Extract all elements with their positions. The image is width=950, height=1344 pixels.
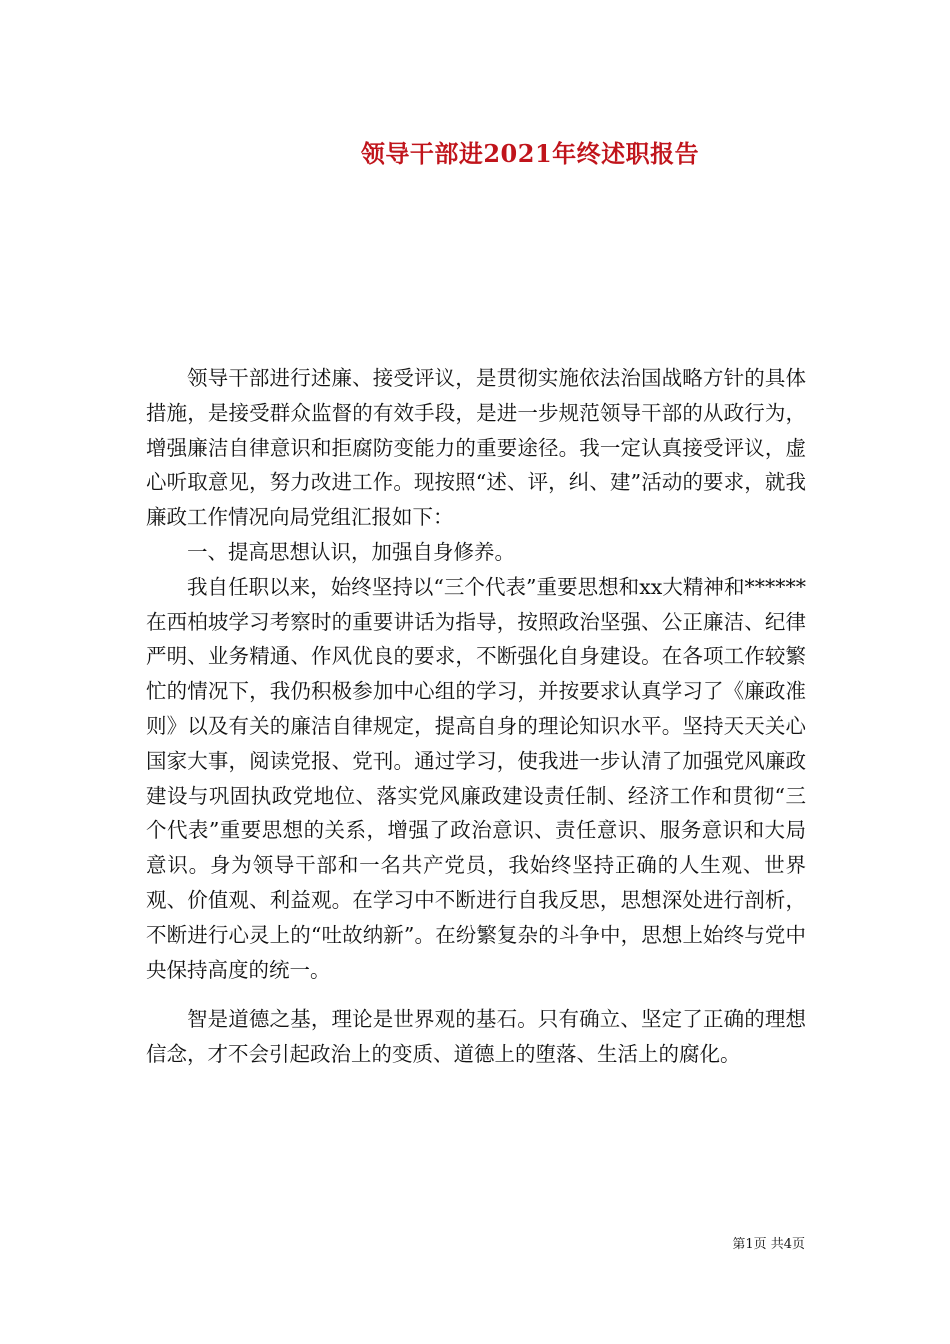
- paragraph-theory: 智是道德之基，理论是世界观的基石。只有确立、坚定了正确的理想信念，才不会引起政治上的变质、道德上的堕落、生活上的腐化。: [146, 1007, 806, 1067]
- section-heading-1: 一、提高思想认识，加强自身修养。: [187, 539, 515, 564]
- document-body: [146, 361, 806, 1072]
- page-number: 第1页 共4页: [732, 1237, 805, 1252]
- paragraph-intro: 领导干部进行述廉、接受评议，是贯彻实施依法治国战略方针的具体措施，是接受群众监督的有效手段，是进一步规范领导干部的从政行为，增强廉洁自律意识和拒腐防变能力的重要途径。我一定认真接受评议，虚心听取意见，努力改进工作。现按照“述、评，纠、建”活动的要求，就我廉政工作情况向局党组汇报如下：: [146, 366, 806, 530]
- document-title: 领导干部进2021年终述职报告: [360, 139, 700, 168]
- paragraph-section-1: 我自任职以来，始终坚持以“三个代表”重要思想和xx大精神和******在西柏坡学习考察时的重要讲话为指导，按照政治坚强、公正廉洁、纪律严明、业务精通、作风优良的要求，不断强化自身建设。在各项工作较繁忙的情况下，我仍积极参加中心组的学习，并按要求认真学习了《廉政准则》以及有关的廉洁自律规定，提高自身的理论知识水平。坚持天天关心国家大事，阅读党报、党刊。通过学习，使我进一步认清了加强党风廉政建设与巩固执政党地位、落实党风廉政建设责任制、经济工作和贯彻“三个代表”重要思想的关系，增强了政治意识、责任意识、服务意识和大局意识。身为领导干部和一名共产党员，我始终坚持正确的人生观、世界观、价值观、利益观。在学习中不断进行自我反思，思想深处进行剖析，不断进行心灵上的“吐故纳新”。在纷繁复杂的斗争中，思想上始终与党中央保持高度的统一。: [146, 574, 806, 982]
